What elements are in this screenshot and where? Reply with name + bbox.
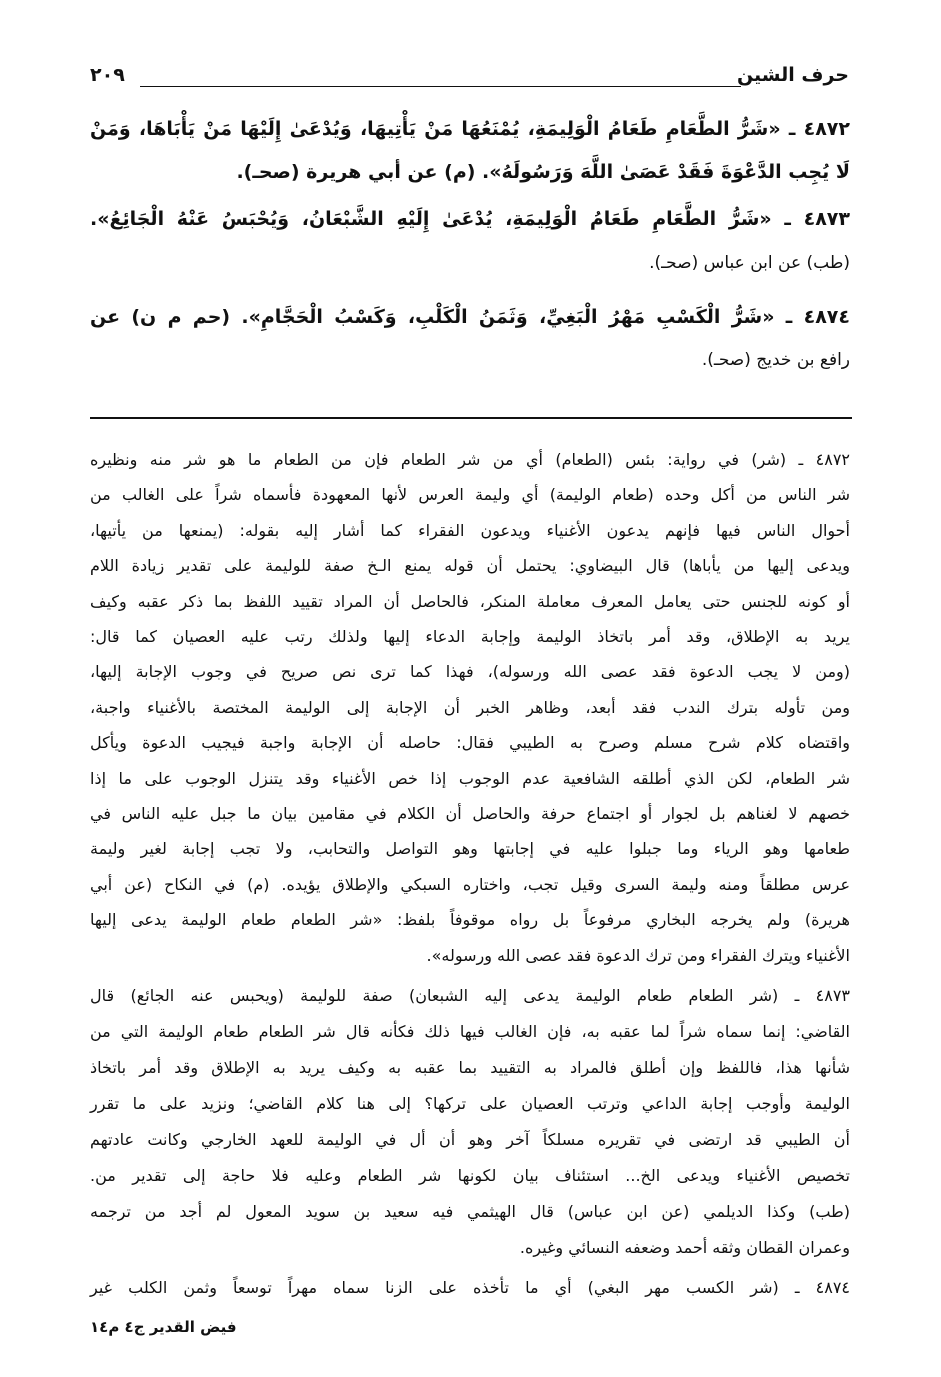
commentary-line: ٤٨٧٣ ـ (شر الطعام طعام الوليمة يدعى إليه الشبعان) صفة للوليمة (ويحبس عنه الجائع) قال [90,986,850,1005]
hadith-line: (طب) عن ابن عباس (صحـ). [649,253,850,273]
running-header-title: حرف الشين [736,64,849,86]
commentary-line: أحوال الناس فيها فإنهم يدعون الأغنياء ويدعون الفقراء كما أشار إليه بقوله: (يمنعها من يأتيها، [90,520,850,540]
commentary-line: ٤٨٧٤ ـ (شر الكسب مهر البغي) أي ما تأخذه على الزنا سماه مهراً توسعاً وثمن الكلب غير [90,1278,850,1297]
hadith-line: لَا يُجِب الدَّعْوَةَ فَقَدْ عَصَىٰ اللَّهَ وَرَسُولَهُ». (م) عن أبي هريرة (صحـ). [236,161,850,183]
commentary-line: الوليمة وأوجب إجابة الداعي وترتب العصيان على تركها؟ إلى هنا كلام القاضي؛ ونزيد على ما تقرر [90,1094,850,1113]
commentary-line: (ومن لا يجب الدعوة فقد عصى الله ورسوله)، فهذا كما ترى نص صريح في وجوب الإجابة إليها، [90,662,850,682]
commentary-line: ٤٨٧٢ ـ (شر) في رواية: بئس (الطعام) أي من شر الطعام فإن من الطعام ما هو شر منه ونظيره [90,450,850,469]
commentary-line: وعمران القطان وثقه أحمد وضعفه النسائي وغيره. [519,1238,850,1257]
commentary-line: شر الطعام، لكن الذي أطلقه الشافعية عدم الوجوب إذا خص الأغنياء وقد يتنزل الوجوب على ما إذا [90,768,850,788]
footer-signature: فيض القدير ج٤ م١٤ [90,1318,237,1336]
commentary-line: تخصيص الأغنياء ويدعى الخ... استئناف بيان لكونها شر الطعام وعليه فلا حاجة إلى تقدير من. [90,1166,850,1185]
section-divider [90,417,852,419]
commentary-line: الأغنياء ويترك الفقراء ومن ترك الدعوة فقد عصى الله ورسوله». [426,945,850,965]
hadith-line: ٤٨٧٢ ـ «شَرُّ الطَّعَامِ طَعَامُ الْوَلِيمَةِ، يُمْنَعُهَا مَنْ يَأْتِيهَا، وَيُدْعَىٰ إِلَيْهَا مَنْ يَأْبَاهَا، وَمَنْ [90,118,850,140]
commentary-line: واقتضاه كلام شرح مسلم وصرح به الطيبي فقال: حاصله أن الإجابة واجبة فيجيب الدعوة ويأكل [90,733,850,753]
header-rule [140,86,741,87]
commentary-line: القاضي: إنما سماه شراً لما عقبه به، فإن الغالب فيها ذلك فكأنه قال شر الطعام طعام الوليمة التي من [90,1022,850,1041]
commentary-line: أو كونه للجنس حتى يعامل المعرف معاملة المنكر، فالحاصل أن المراد تقييد اللفظ بما ذكر عقبه وكيف [90,591,850,611]
commentary-line: هريرة) ولم يخرجه البخاري مرفوعاً بل رواه موقوفاً بلفظ: «شر الطعام طعام الوليمة يدعى إليها [90,910,850,930]
commentary-line: (طب) وكذا الديلمي (عن ابن عباس) قال الهيثمي فيه سعيد بن سويد المعول لم أجد من ترجمه [90,1202,850,1221]
page-number: ٢٠٩ [90,64,125,86]
hadith-line: رافع بن خديج (صحـ). [701,350,850,370]
hadith-line: ٤٨٧٣ ـ «شَرُّ الطَّعَامِ طَعَامُ الْوَلِيمَةِ، يُدْعَىٰ إِلَيْهِ الشَّبْعَانُ، وَيُحْبَسُ عَنْهُ الْجَائِعُ». [90,208,850,230]
commentary-line: طعامها وهو الرياء وما جبلوا عليه في إجابتها وهو التواصل والتحابب، ولا تجب إجابة لغير وليمة [90,839,850,859]
commentary-line: شر الناس من أكل وحده (طعام الوليمة) أي وليمة العرس لأنها المعهودة فأسماه شراً على الغالب من [90,485,850,505]
commentary-line: خصهم لا لغناهم بل لجوار أو اجتماع حرفة والحاصل أن الكلام في مقامين بيان ما جبل عليه الناس في [90,804,850,823]
commentary-line: ويدعى إليها من يأباها) قال البيضاوي: يحتمل أن قوله يمنع الـخ صفة للوليمة على تقدير زيادة اللام [90,556,850,576]
commentary-line: عرس مطلقاً ومنه وليمة السرى وقيل تجب، واختاره السبكي والإطلاق يؤيده. (م) في النكاح (عن أبي [90,874,850,894]
commentary-line: يريد به الإطلاق، وقد أمر باتخاذ الوليمة وإجابة الدعاء إليها ولذلك رتب عليه العصيان كما قال: [90,627,850,646]
commentary-line: شأنها هذا، فاللفظ وإن أطلق فالمراد به التقييد بما عقبه به وكيف يريد به الإطلاق وقد أمر باتخاذ [90,1058,850,1077]
hadith-line: ٤٨٧٤ ـ «شَرُّ الْكَسْبِ مَهْرُ الْبَغِيِّ، وَثَمَنُ الْكَلْبِ، وَكَسْبُ الْحَجَّامِ». (حم م ن) عن [90,306,850,328]
commentary-line: أن الطيبي قد ارتضى في تقريره مسلكاً آخر وهو أن أل في الوليمة للعهد الخارجي وكانت عادتهم [90,1130,850,1149]
commentary-line: ومن تأوله بترك الندب فقد أبعد، وظاهر الخبر أن الإجابة إلى الوليمة المختصة بالأغنياء واجبة، [90,697,850,717]
